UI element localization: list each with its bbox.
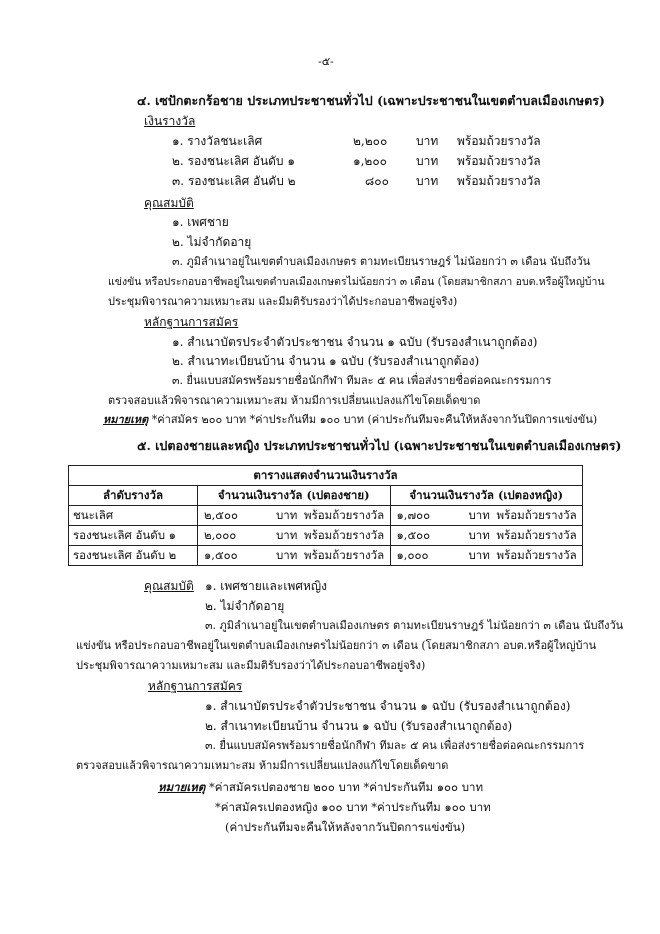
qual-item: ๓. ภูมิลำเนาอยู่ในเขตตำบลเมืองเกษตร ตามทะเบียนราษฎร์ ไม่น้อยกว่า ๓ เดือน นับถึงวัน [205,619,624,632]
section-5-remark [158,779,483,795]
prize-unit: บาท [416,174,439,188]
prize-label: ๒. รองชนะเลิศ อันดับ ๑ [172,154,295,168]
table-header: ลำดับรางวัล [69,486,198,506]
remark-text: *ค่าสมัคร ๒๐๐ บาท *ค่าประกันทีม ๑๐๐ บาท (ค่าประกันทีมจะคืนให้หลังจากวันปิดการแข่งขัน) [148,413,598,426]
note: พร้อมถ้วยรางวัล [304,507,385,522]
doc-item: ๒. สำเนาทะเบียนบ้าน จำนวน ๑ ฉบับ (รับรองสำเนาถูกต้อง) [172,354,480,368]
male-prize-cell [198,526,391,546]
prize-label: ๓. รองชนะเลิศ อันดับ ๒ [172,174,296,188]
qual-item-continued: แข่งขัน หรือประกอบอาชีพอยู่ในเขตตำบลเมืองเกษตรไม่น้อยกว่า ๓ เดือน (โดยสมาชิกสภา อบต.หรือผู้ใหญ่บ้าน [76,639,597,652]
unit: บาท [276,527,298,542]
prize-amount: ๑,๒๐๐ [353,154,387,168]
remark-text: *ค่าสมัครเปตองชาย ๒๐๐ บาท *ค่าประกันทีม ๑๐๐ บาท [205,780,484,794]
table-row [69,546,583,566]
qual-item: ๒. ไม่จำกัดอายุ [205,599,285,613]
remark-label: หมายเหตุ [158,780,206,794]
section-4-prize-heading: เงินรางวัล [144,114,196,128]
doc-item: ๓. ยื่นแบบสมัครพร้อมรายชื่อนักกีฬา ทีมละ ๕ คน เพื่อส่งรายชื่อต่อคณะกรรมการ [172,374,552,387]
amount: ๑,๕๐๐ [396,527,431,542]
remark-label: หมายเหตุ [103,413,149,426]
amount: ๑,๕๐๐ [204,547,238,562]
doc-item-continued: ตรวจสอบแล้วพิจารณาความเหมาะสม ห้ามมีการเปลี่ยนแปลงแก้ไขโดยเด็ดขาด [108,394,481,407]
qual-item-continued: ประชุมพิจารณาความเหมาะสม และมีมติรับรองว่าได้ประกอบอาชีพอยู่จริง) [76,659,426,672]
amount: ๑,๐๐๐ [396,547,429,562]
doc-item: ๓. ยื่นแบบสมัครพร้อมรายชื่อนักกีฬา ทีมละ ๕ คน เพื่อส่งรายชื่อต่อคณะกรรมการ [205,739,585,752]
prize-unit: บาท [416,134,439,148]
unit: บาท [468,507,490,522]
prize-label: ๑. รางวัลชนะเลิศ [172,134,263,148]
unit: บาท [468,527,490,542]
prize-table [68,465,583,566]
male-prize-cell [198,546,391,566]
table-row [69,506,583,526]
qual-item: ๓. ภูมิลำเนาอยู่ในเขตตำบลเมืองเกษตร ตามทะเบียนราษฎร์ ไม่น้อยกว่า ๓ เดือน นับถึงวัน [172,255,591,268]
rank-cell: ชนะเลิศ [69,506,198,526]
male-prize-cell [198,506,391,526]
table-header: จำนวนเงินรางวัล (เปตองหญิง) [390,486,583,506]
section-4-title: ๔. เซปักตะกร้อชาย ประเภทประชาชนทั่วไป (เฉพาะประชาชนในเขตตำบลเมืองเกษตร) [137,93,605,108]
qual-item: ๑. เพศชายและเพศหญิง [205,579,327,593]
note: พร้อมถ้วยรางวัล [496,507,577,522]
female-prize-cell [390,506,583,526]
note: พร้อมถ้วยรางวัล [496,547,577,562]
prize-note: พร้อมถ้วยรางวัล [457,174,541,188]
section-5-doc-heading: หลักฐานการสมัคร [148,679,243,693]
unit: บาท [276,547,298,562]
prize-note: พร้อมถ้วยรางวัล [457,154,541,168]
female-prize-cell [390,546,583,566]
page-number: -๕- [318,55,334,68]
unit: บาท [468,547,490,562]
rank-cell: รองชนะเลิศ อันดับ ๒ [69,546,198,566]
prize-amount: ๘๐๐ [365,174,389,188]
remark-text: *ค่าสมัครเปตองหญิง ๑๐๐ บาท *ค่าประกันทีม ๑๐๐ บาท [215,800,491,814]
rank-cell: รองชนะเลิศ อันดับ ๑ [69,526,198,546]
doc-item-continued: ตรวจสอบแล้วพิจารณาความเหมาะสม ห้ามมีการเปลี่ยนแปลงแก้ไขโดยเด็ดขาด [76,759,449,772]
prize-unit: บาท [416,154,439,168]
amount: ๑,๗๐๐ [396,507,431,522]
section-5-title: ๕. เปตองชายและหญิง ประเภทประชาชนทั่วไป (เฉพาะประชาชนในเขตตำบลเมืองเกษตร) [137,438,622,453]
table-caption: ตารางแสดงจำนวนเงินรางวัล [69,466,583,486]
prize-amount: ๒,๒๐๐ [353,134,388,148]
amount: ๒,๕๐๐ [204,507,238,522]
female-prize-cell [390,526,583,546]
section-4-qual-heading: คุณสมบัติ [144,196,194,210]
prize-note: พร้อมถ้วยรางวัล [457,134,541,148]
qual-item-continued: ประชุมพิจารณาความเหมาะสม และมีมติรับรองว่าได้ประกอบอาชีพอยู่จริง) [108,295,458,308]
amount: ๒,๐๐๐ [204,527,237,542]
unit: บาท [276,507,298,522]
doc-item: ๒. สำเนาทะเบียนบ้าน จำนวน ๑ ฉบับ (รับรองสำเนาถูกต้อง) [205,719,513,733]
remark-text: (ค่าประกันทีมจะคืนให้หลังจากวันปิดการแข่งขัน) [225,820,466,834]
section-5-qual-heading: คุณสมบัติ [144,579,194,593]
section-4-remark [103,412,597,428]
section-4-doc-heading: หลักฐานการสมัคร [144,315,239,329]
table-header: จำนวนเงินรางวัล (เปตองชาย) [198,486,391,506]
note: พร้อมถ้วยรางวัล [496,527,577,542]
qual-item: ๑. เพศชาย [172,215,229,229]
doc-item: ๑. สำเนาบัตรประจำตัวประชาชน จำนวน ๑ ฉบับ (รับรองสำเนาถูกต้อง) [205,699,571,713]
table-row [69,526,583,546]
doc-item: ๑. สำเนาบัตรประจำตัวประชาชน จำนวน ๑ ฉบับ (รับรองสำเนาถูกต้อง) [172,335,538,349]
qual-item: ๒. ไม่จำกัดอายุ [172,235,252,249]
note: พร้อมถ้วยรางวัล [304,547,385,562]
note: พร้อมถ้วยรางวัล [304,527,385,542]
qual-item-continued: แข่งขัน หรือประกอบอาชีพอยู่ในเขตตำบลเมืองเกษตรไม่น้อยกว่า ๓ เดือน (โดยสมาชิกสภา อบต.หรือผู้ใหญ่บ้าน [108,276,605,288]
